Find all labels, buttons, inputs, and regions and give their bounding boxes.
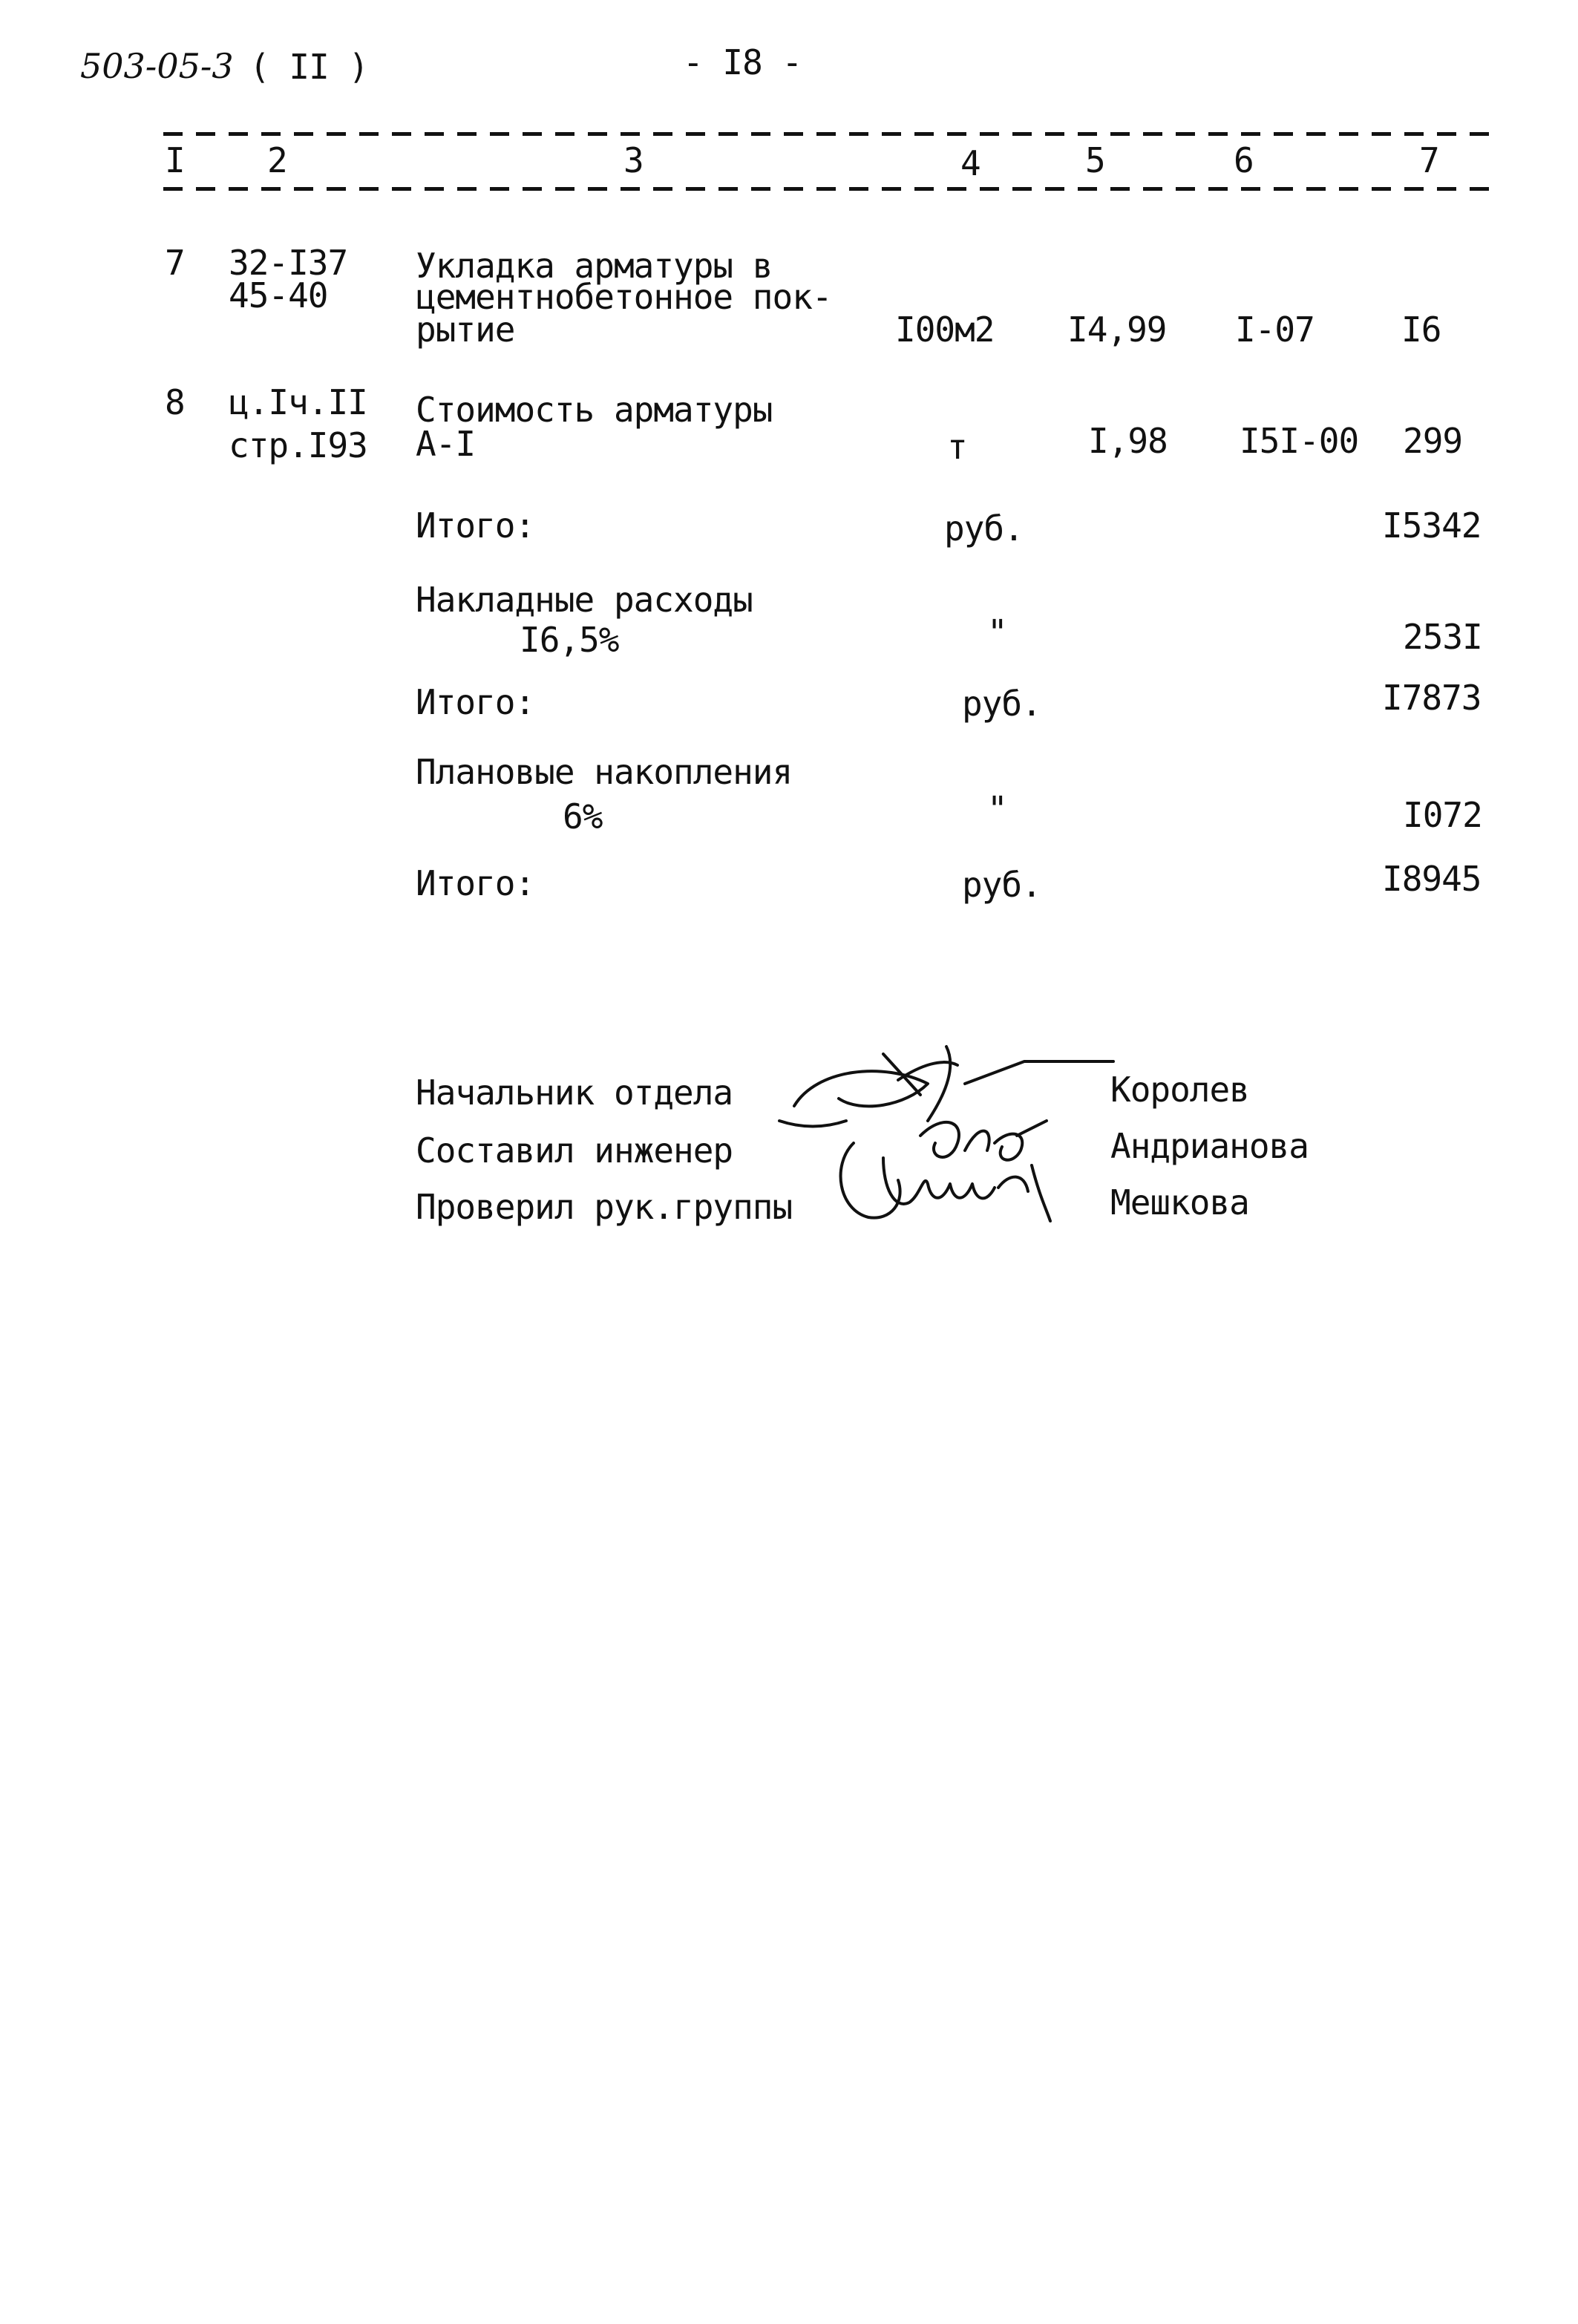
total-cost: 299 [1403, 421, 1463, 461]
rate-code: стр.I93 [229, 425, 367, 465]
item-name: А-I [416, 424, 476, 464]
rate-code: 32-I37 [229, 243, 348, 283]
signer-name: Андрианова [1110, 1126, 1309, 1166]
summary-unit: " [987, 789, 1007, 829]
summary-label: Итого: [416, 505, 535, 546]
page-number: - I8 - [683, 42, 802, 82]
summary-value: 253I [1403, 617, 1482, 657]
signer-name: Мешкова [1110, 1182, 1249, 1222]
summary-unit: " [987, 612, 1007, 652]
summary-value: I8945 [1382, 859, 1482, 899]
summary-unit: руб. [962, 684, 1041, 724]
item-name: Стоимость арматуры [416, 390, 773, 430]
summary-value: I072 [1403, 795, 1482, 835]
summary-label: Итого: [416, 682, 535, 722]
signer-role: Начальник отдела [416, 1073, 733, 1113]
column-header-4: 4 [960, 143, 980, 183]
column-header-6: 6 [1234, 140, 1254, 180]
item-name: Укладка арматуры в [416, 246, 773, 286]
header-top-rule [163, 132, 1499, 136]
column-header-2: 2 [267, 140, 287, 180]
summary-value: I7873 [1382, 678, 1482, 718]
quantity: I4,99 [1067, 310, 1167, 350]
unit-price: I-07 [1235, 310, 1315, 350]
signer-name: Королев [1110, 1070, 1249, 1110]
item-name: рытие [416, 310, 515, 350]
column-header-5: 5 [1085, 140, 1105, 180]
signer-role: Проверил рук.группы [416, 1187, 793, 1227]
handwritten-signatures [772, 1024, 1128, 1247]
signer-role: Составил инженер [416, 1130, 733, 1171]
rate-code: ц.Iч.II [229, 382, 367, 422]
total-cost: I6 [1401, 310, 1441, 350]
unit: I00м2 [895, 310, 995, 350]
summary-label: Итого: [416, 863, 535, 903]
row-number: 8 [165, 382, 185, 422]
quantity: I,98 [1088, 421, 1168, 461]
column-header-3: 3 [623, 140, 644, 180]
summary-unit: руб. [962, 865, 1041, 905]
summary-label: Плановые накопления [416, 752, 793, 792]
document-code: 503-05-3 [80, 46, 234, 86]
column-header-1: I [165, 140, 185, 180]
document-part: ( II ) [249, 47, 369, 87]
summary-rate: I6,5% [520, 620, 619, 660]
item-name: цементнобетонное пок- [416, 277, 832, 317]
unit-price: I5I-00 [1240, 421, 1359, 461]
column-header-7: 7 [1419, 140, 1439, 180]
summary-rate: 6% [563, 796, 603, 837]
row-number: 7 [165, 243, 185, 283]
summary-unit: руб. [944, 508, 1024, 549]
summary-label: Накладные расходы [416, 580, 753, 620]
rate-code: 45-40 [229, 275, 328, 315]
header-bottom-rule [163, 187, 1499, 191]
unit: т [947, 427, 967, 467]
summary-value: I5342 [1382, 505, 1482, 546]
